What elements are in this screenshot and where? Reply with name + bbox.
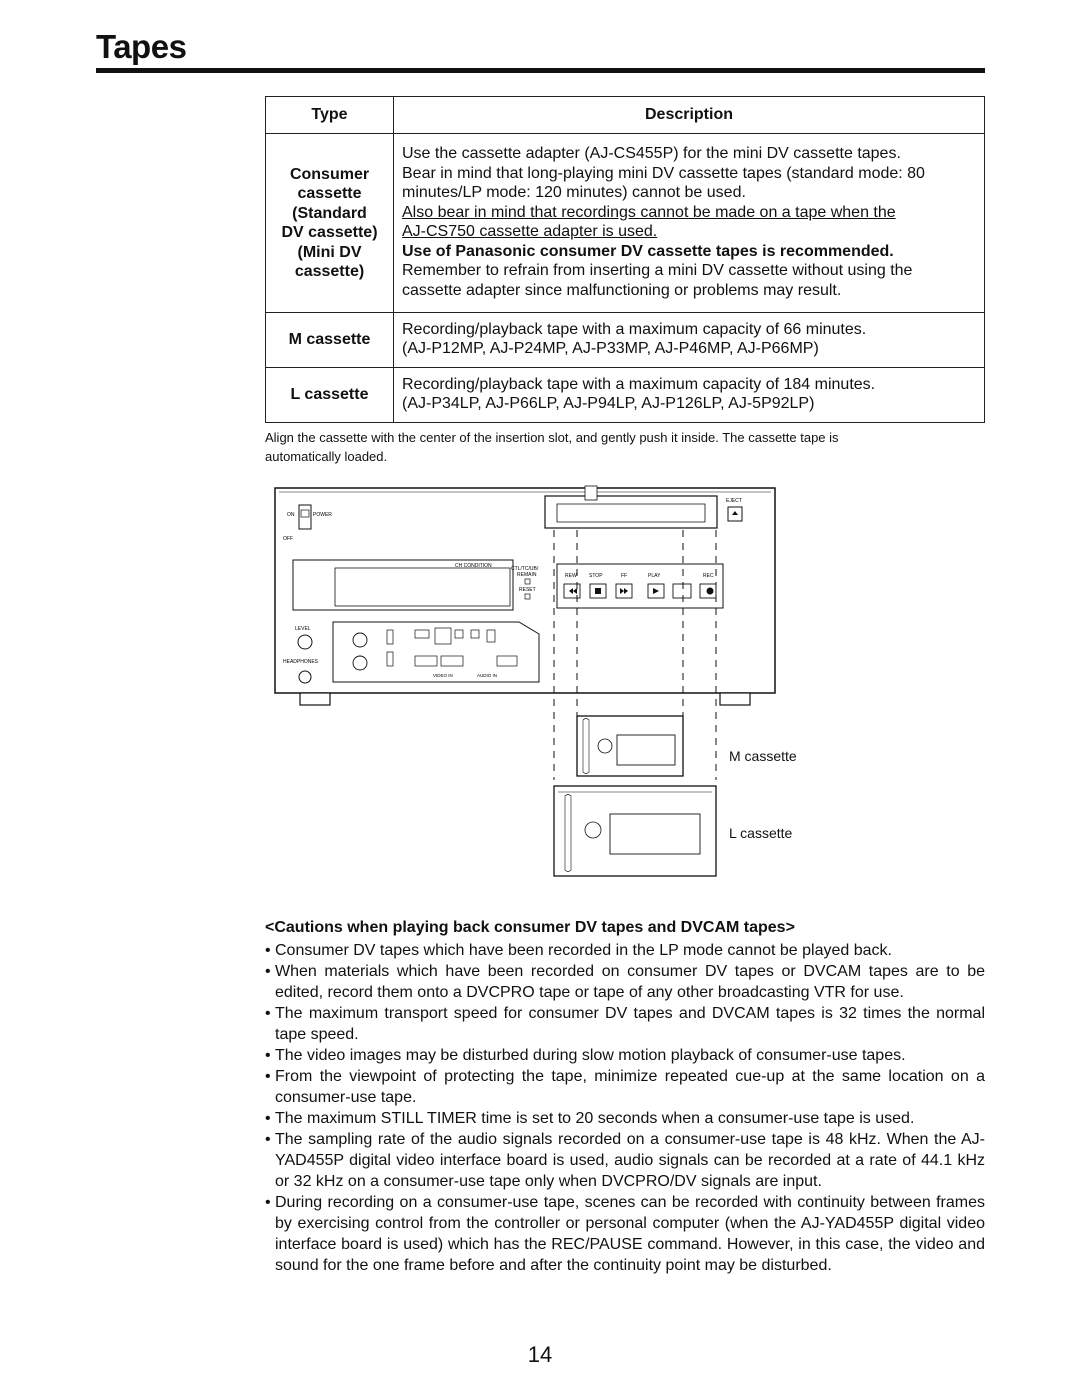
table-header-row: [266, 97, 985, 134]
ctl-tc-ub-label: CTL/TC/UB/: [511, 566, 539, 572]
header-description: Description: [394, 97, 985, 134]
type-line: cassette: [297, 185, 362, 202]
display-window: [335, 568, 510, 606]
page-number: 14: [527, 1342, 553, 1367]
type-line: (Standard: [292, 204, 367, 222]
ch1-knob: [353, 633, 367, 647]
header-type: Type: [266, 97, 394, 134]
l-cassette-label: L cassette: [729, 825, 793, 841]
video-in-label: VIDEO IN: [433, 673, 453, 678]
type-line: DV cassette): [281, 224, 378, 241]
desc-cell-l-cassette: [394, 368, 985, 423]
type-line: cassette): [294, 263, 365, 280]
list-item: • During recording on a consumer-use tape, scenes can be recorded with continuity between frames by exercising control from the controller or personal computer (when the AJ-YAD455P digital video interface board is used) which has the REC/PAUSE command. However, in this case, the video and sound for the one frame before and after the continuity point may be disturbed.: [265, 1192, 985, 1276]
type-line: (Mini DV: [297, 243, 362, 261]
play-label: PLAY: [648, 573, 661, 579]
desc-line: Use the cassette adapter (AJ-CS455P) for the mini DV cassette tapes.: [402, 145, 901, 162]
desc-line: (AJ-P34LP, AJ-P66LP, AJ-P94LP, AJ-P126LP, AJ-5P92LP): [402, 395, 815, 412]
vtr-foot-left: [300, 693, 330, 705]
eject-label: EJECT: [726, 498, 742, 504]
vtr-foot-right: [720, 693, 750, 705]
list-item: • The video images may be disturbed during slow motion playback of consumer-use tapes.: [265, 1045, 985, 1066]
type-cell-l-cassette: L cassette: [266, 368, 394, 423]
desc-line: minutes/LP mode: 120 minutes) cannot be used.: [402, 184, 746, 201]
type-line: Consumer: [289, 165, 370, 183]
cautions-heading: <Cautions when playing back consumer DV tapes and DVCAM tapes>: [265, 919, 795, 936]
table-row: [266, 313, 985, 368]
ch2-knob: [353, 656, 367, 670]
headphones-jack: [299, 671, 311, 683]
m-cassette-drawing: [577, 716, 683, 776]
list-item: • The maximum STILL TIMER time is set to 20 seconds when a consumer-use tape is used.: [265, 1108, 985, 1129]
list-item: • The maximum transport speed for consumer DV tapes and DVCAM tapes is 32 times the normal tape speed.: [265, 1003, 985, 1045]
desc-line: Recording/playback tape with a maximum capacity of 66 minutes.: [402, 320, 867, 338]
remain-label: REMAIN: [517, 572, 537, 578]
alignment-note: [265, 428, 985, 466]
desc-line: cassette adapter since malfunctioning or problems may result.: [402, 281, 842, 299]
tape-types-table: [265, 96, 985, 423]
headphones-label: HEADPHONES: [283, 659, 319, 665]
level-label: LEVEL: [295, 626, 311, 632]
power-label: POWER: [313, 512, 332, 518]
power-off-label: OFF: [283, 536, 293, 542]
reset-label: RESET: [519, 587, 536, 593]
desc-line-underlined: Also bear in mind that recordings cannot be made on a tape when the: [402, 203, 896, 221]
desc-line: Recording/playback tape with a maximum capacity of 184 minutes.: [402, 375, 876, 393]
rec-label: REC: [703, 573, 714, 579]
desc-line: Remember to refrain from inserting a mini DV cassette without using the: [402, 262, 913, 279]
remain-button: [525, 579, 530, 584]
note-line: Align the cassette with the center of the insertion slot, and gently push it inside. The cassette tape is: [265, 430, 839, 445]
power-on-label: ON: [287, 512, 295, 518]
table-row: [266, 134, 985, 313]
stop-label: STOP: [589, 573, 603, 579]
desc-cell-consumer: [394, 134, 985, 313]
type-cell-m-cassette: M cassette: [266, 313, 394, 368]
note-line: automatically loaded.: [265, 449, 388, 464]
m-cassette-label: M cassette: [729, 748, 797, 764]
table-row: [266, 368, 985, 423]
standby-button: [673, 584, 691, 598]
reset-button: [525, 594, 530, 599]
vtr-illustration: [265, 480, 785, 880]
cautions-list: [265, 940, 985, 1276]
list-item: • Consumer DV tapes which have been recorded in the LP mode cannot be played back.: [265, 940, 985, 961]
ch-condition-label: CH CONDITION: [455, 563, 492, 569]
rew-label: REW: [565, 573, 577, 579]
level-knob: [298, 635, 312, 649]
l-cassette-drawing: [554, 786, 716, 876]
desc-line-recommendation: Use of Panasonic consumer DV cassette tapes is recommended.: [402, 242, 894, 260]
ff-label: FF: [621, 573, 628, 579]
cautions-section: [265, 917, 985, 1276]
desc-line: Bear in mind that long-playing mini DV cassette tapes (standard mode: 80: [402, 164, 925, 182]
page-title: Tapes: [96, 28, 187, 65]
desc-line: (AJ-P12MP, AJ-P24MP, AJ-P33MP, AJ-P46MP, AJ-P66MP): [402, 340, 819, 357]
list-item: • When materials which have been recorded on consumer DV tapes or DVCAM tapes are to be edited, record them onto a DVCPRO tape or tape of any other broadcasting VTR for use.: [265, 961, 985, 1003]
audio-in-label: AUDIO IN: [477, 673, 498, 678]
transport-panel: [557, 564, 723, 608]
desc-cell-m-cassette: [394, 313, 985, 368]
list-item: • The sampling rate of the audio signals recorded on a consumer-use tape is 48 kHz. When the AJ-YAD455P digital video interface board is used, audio signals can be recorded at a rate of 44.1 kHz or 32 kHz on a consumer-use tape only when DVCPRO/DV signals are input.: [265, 1129, 985, 1192]
list-item: • From the viewpoint of protecting the tape, minimize repeated cue-up at the same location on a consumer-use tape.: [265, 1066, 985, 1108]
desc-line-underlined: AJ-CS750 cassette adapter is used.: [402, 223, 658, 240]
title-rule: [96, 68, 985, 73]
type-cell-consumer: [266, 134, 394, 313]
